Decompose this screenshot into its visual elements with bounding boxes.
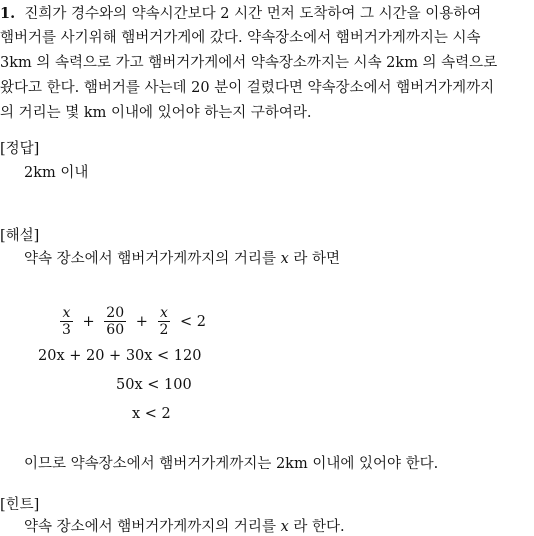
fraction-3-numerator: x xyxy=(160,305,168,321)
problem-text-1: 진희가 경수와의 약속시간보다 2 시간 먼저 도착하여 그 시간을 이용하여 xyxy=(24,6,482,22)
fraction-1-numerator: x xyxy=(62,305,71,321)
hint-label: [힌트] xyxy=(0,497,40,513)
hint-text-before: 약속 장소에서 햄버거가게까지의 거리를 xyxy=(24,519,276,535)
solution-intro-after: 라 하면 xyxy=(293,251,340,267)
hint-text-var: x xyxy=(280,519,289,535)
plus-sign-1: + xyxy=(82,313,95,330)
problem-statement xyxy=(0,0,534,126)
answer-text: 2km 이내 xyxy=(24,165,89,181)
fraction-x-over-3 xyxy=(60,305,73,338)
equation-1-rhs: < 2 xyxy=(180,313,207,330)
plus-sign-2: + xyxy=(135,313,148,330)
equation-1 xyxy=(58,305,209,338)
fraction-1-denominator: 3 xyxy=(62,322,71,338)
fraction-3-denominator: 2 xyxy=(159,322,169,338)
problem-line-2: 햄버거를 사기위해 햄버거가게에 갔다. 약속장소에서 햄버거가게까지는 시속 xyxy=(0,30,481,46)
fraction-2-numerator: 20 xyxy=(106,305,125,321)
equation-2: 20x + 20 + 30x < 120 xyxy=(38,348,202,364)
problem-line-3: 3km 의 속력으로 가고 햄버거가게에서 약속장소까지는 시속 2km 의 속력으로 xyxy=(0,55,498,71)
problem-line-4: 왔다고 한다. 햄버거를 사는데 20 분이 걸렸다면 약속장소에서 햄버거가게까지 xyxy=(0,80,495,96)
solution-conclusion: 이므로 약속장소에서 햄버거가게까지는 2km 이내에 있어야 한다. xyxy=(24,456,439,472)
fraction-20-over-60 xyxy=(104,305,126,338)
solution-intro-var: x xyxy=(280,251,289,267)
solution-intro-before: 약속 장소에서 햄버거가게까지의 거리를 xyxy=(24,251,276,267)
hint-text-after: 라 한다. xyxy=(293,519,345,535)
equation-4: x < 2 xyxy=(132,406,171,422)
fraction-x-over-2 xyxy=(158,305,171,338)
fraction-2-denominator: 60 xyxy=(106,322,125,338)
problem-line-5: 의 거리는 몇 km 이내에 있어야 하는지 구하여라. xyxy=(0,105,312,121)
solution-intro xyxy=(24,247,340,268)
hint-text xyxy=(24,515,345,536)
problem-number: 1. xyxy=(0,5,16,22)
solution-label: [해설] xyxy=(0,228,40,244)
equation-3: 50x < 100 xyxy=(116,377,192,393)
answer-label: [정답] xyxy=(0,141,40,157)
problem-line-1 xyxy=(0,1,534,26)
